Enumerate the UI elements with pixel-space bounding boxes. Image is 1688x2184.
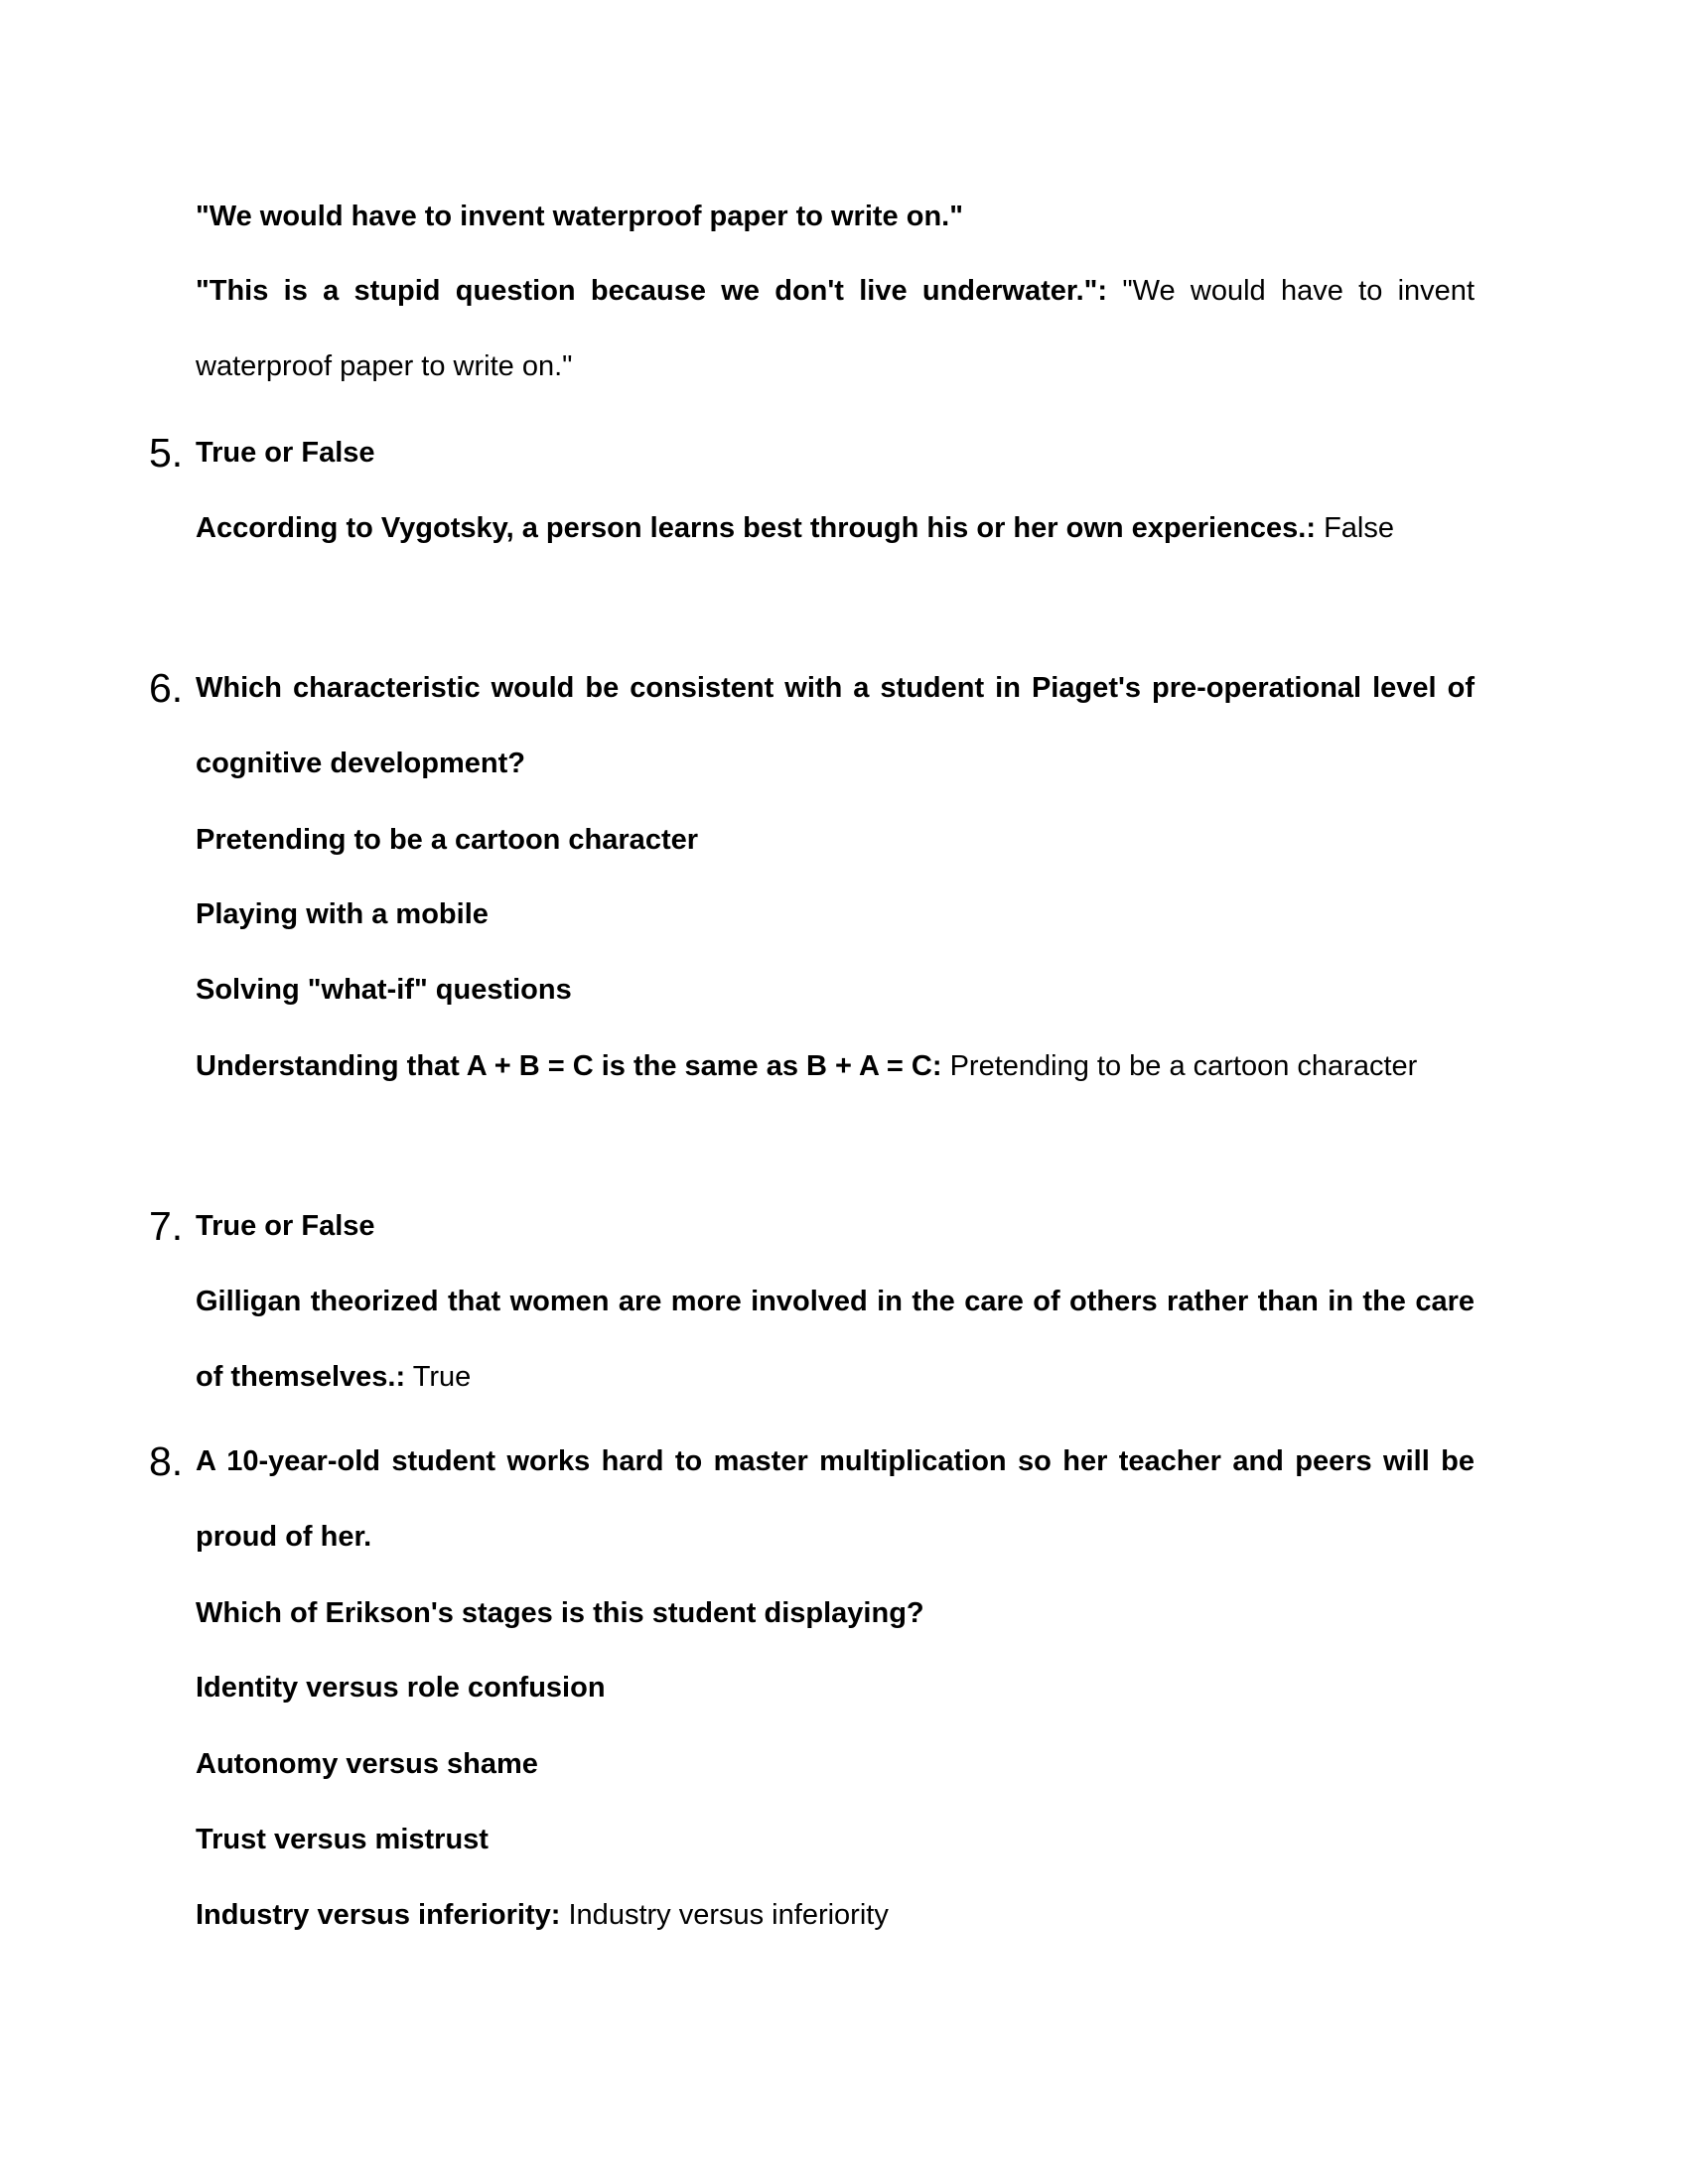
q8-prompt: Industry versus inferiority:: [196, 1899, 561, 1931]
q6-prompt: Understanding that A + B = C is the same as B + A = C:: [196, 1050, 942, 1082]
q6-option: Pretending to be a cartoon character: [196, 824, 699, 856]
q8-option: Autonomy versus shame: [196, 1748, 538, 1780]
q6-option: Playing with a mobile: [196, 898, 489, 930]
q5-answer-line: [196, 490, 1475, 566]
q4-prompt: "This is a stupid question because we don't live underwater.":: [196, 275, 1108, 307]
q6-number: 6.: [149, 665, 184, 711]
q6-option: Solving "what-if" questions: [196, 974, 572, 1006]
q7-prompt: Gilligan theorized that women are more involved in the care of others rather than in the care of themselves.:: [196, 1286, 1475, 1393]
q8-answer-line: [196, 1877, 1475, 1953]
q5-number: 5.: [149, 430, 184, 476]
q7-answer: True: [412, 1361, 472, 1393]
q8-option: Trust versus mistrust: [196, 1824, 489, 1855]
q8-option: Identity versus role confusion: [196, 1672, 606, 1704]
q7-number: 7.: [149, 1203, 184, 1249]
q5-answer: False: [1324, 512, 1395, 544]
q7-answer-line: [196, 1264, 1475, 1415]
q6-answer-line: [196, 1028, 1475, 1104]
q4-answer: "We would have to invent waterproof paper to write on.": [196, 275, 1475, 382]
q5-type: True or False: [196, 437, 375, 469]
q8-answer: Industry versus inferiority: [568, 1899, 889, 1931]
q4-option-last: "We would have to invent waterproof paper to write on.": [196, 201, 963, 232]
q8-question2: Which of Erikson's stages is this student displaying?: [196, 1597, 924, 1629]
q8-question: A 10-year-old student works hard to master multiplication so her teacher and peers will be proud of her.: [196, 1445, 1475, 1553]
q4-answer-line: [196, 253, 1475, 404]
q6-answer: Pretending to be a cartoon character: [949, 1050, 1418, 1082]
q8-number: 8.: [149, 1438, 184, 1484]
q7-type: True or False: [196, 1210, 375, 1242]
q5-prompt: According to Vygotsky, a person learns best through his or her own experiences.:: [196, 512, 1317, 544]
q6-question: Which characteristic would be consistent with a student in Piaget's pre-operational level of cognitive development?: [196, 672, 1475, 779]
